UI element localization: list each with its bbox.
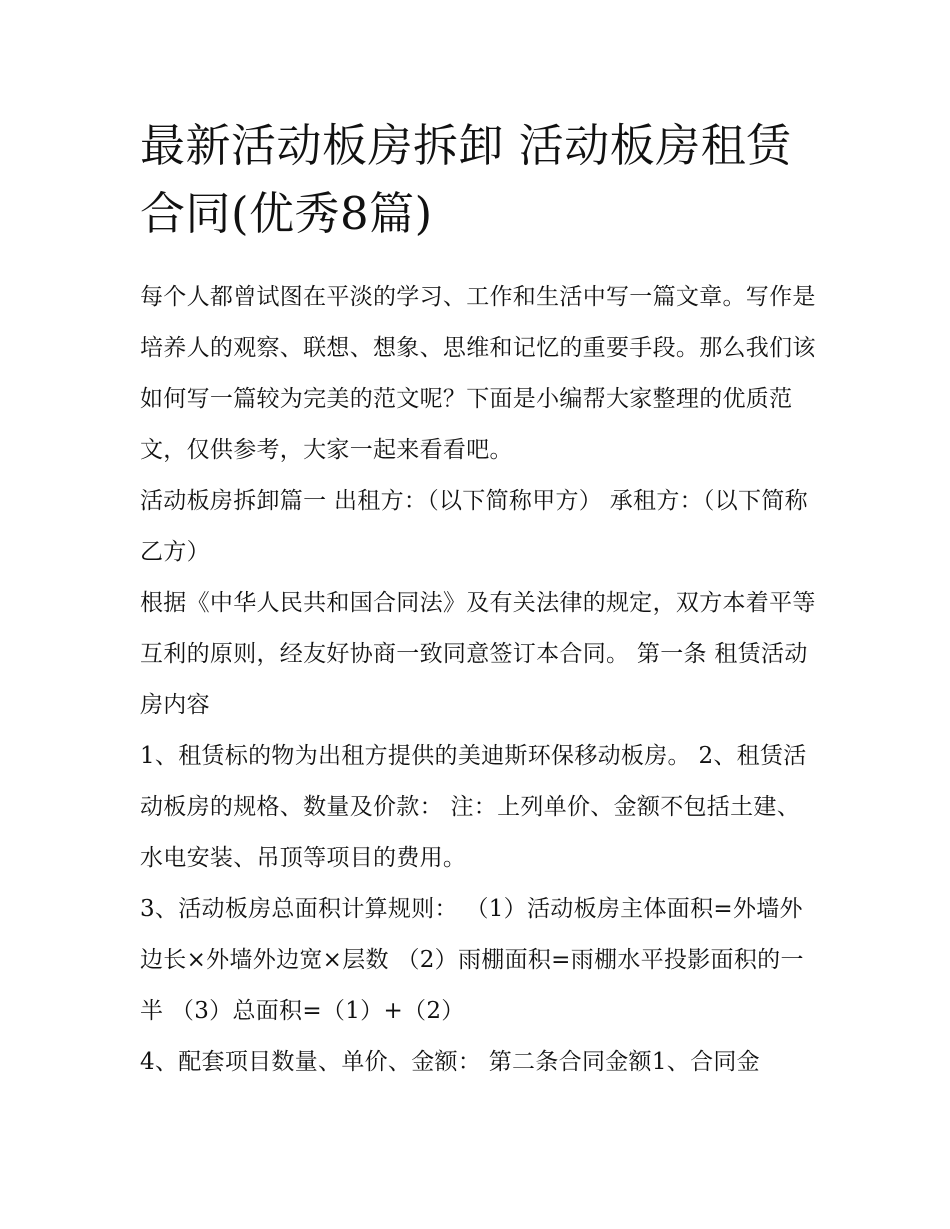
paragraph-item-4: 4、配套项目数量、单价、金额： 第二条合同金额1、合同金: [140, 1049, 760, 1075]
paragraph-parties: 活动板房拆卸篇一 出租方：（以下简称甲方） 承租方：（以下简称乙方）: [140, 488, 808, 565]
document-title: 最新活动板房拆卸 活动板房租赁合同(优秀8篇): [140, 119, 792, 240]
document-body: [140, 272, 820, 1088]
paragraph-basis: 根据《中华人民共和国合同法》及有关法律的规定，双方本着平等互利的原则，经友好协商一致同意签订本合同。 第一条 租赁活动房内容: [140, 590, 816, 718]
paragraph-item-1-2: 1、租赁标的物为出租方提供的美迪斯环保移动板房。 2、租赁活动板房的规格、数量及价款： 注：上列单价、金额不包括土建、水电安装、吊顶等项目的费用。: [140, 743, 807, 871]
paragraph-intro: 每个人都曾试图在平淡的学习、工作和生活中写一篇文章。写作是培养人的观察、联想、想象、思维和记忆的重要手段。那么我们该如何写一篇较为完美的范文呢？下面是小编帮大家整理的优质范文，仅供参考，大家一起来看看吧。: [140, 284, 816, 463]
document-page: [140, 112, 820, 1088]
paragraph-item-3: 3、活动板房总面积计算规则： （1）活动板房主体面积=外墙外边长×外墙外边宽×层数 （2）雨棚面积=雨棚水平投影面积的一半 （3）总面积=（1）+（2）: [140, 896, 804, 1024]
